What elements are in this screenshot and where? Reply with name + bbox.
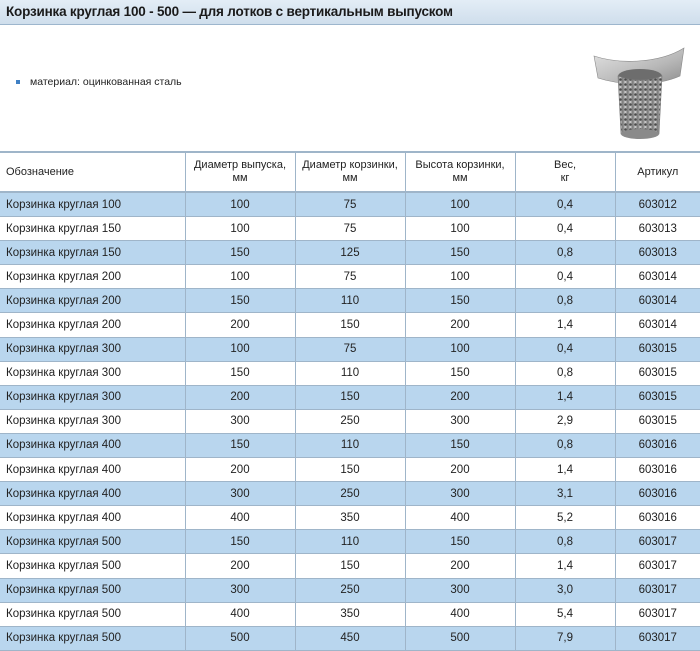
table-cell: 2,9 xyxy=(515,409,615,433)
table-cell: 350 xyxy=(295,506,405,530)
table-cell: 300 xyxy=(185,409,295,433)
table-row xyxy=(0,530,700,554)
designation-cell: Корзинка круглая 200 xyxy=(0,265,185,289)
table-cell: 1,4 xyxy=(515,554,615,578)
table-cell: 5,2 xyxy=(515,506,615,530)
designation-cell: Корзинка круглая 500 xyxy=(0,530,185,554)
table-cell: 603015 xyxy=(615,337,700,361)
table-cell: 0,4 xyxy=(515,337,615,361)
table-cell: 0,8 xyxy=(515,241,615,265)
table-cell: 603014 xyxy=(615,313,700,337)
table-row xyxy=(0,506,700,530)
table-cell: 100 xyxy=(185,192,295,217)
table-cell: 150 xyxy=(185,289,295,313)
table-cell: 400 xyxy=(405,602,515,626)
table-header-row xyxy=(0,152,700,192)
designation-cell: Корзинка круглая 200 xyxy=(0,313,185,337)
table-cell: 100 xyxy=(185,265,295,289)
table-cell: 1,4 xyxy=(515,458,615,482)
table-cell: 150 xyxy=(185,433,295,457)
table-cell: 150 xyxy=(405,241,515,265)
table-cell: 603016 xyxy=(615,506,700,530)
table-cell: 450 xyxy=(295,626,405,650)
table-row xyxy=(0,337,700,361)
table-cell: 110 xyxy=(295,530,405,554)
table-cell: 250 xyxy=(295,482,405,506)
column-header: Диаметр корзинки, мм xyxy=(295,152,405,192)
table-cell: 200 xyxy=(185,313,295,337)
table-cell: 500 xyxy=(405,626,515,650)
table-cell: 500 xyxy=(185,626,295,650)
designation-cell: Корзинка круглая 400 xyxy=(0,433,185,457)
table-row xyxy=(0,626,700,650)
table-cell: 0,8 xyxy=(515,530,615,554)
designation-cell: Корзинка круглая 100 xyxy=(0,192,185,217)
feature-text: материал: оцинкованная сталь xyxy=(30,76,182,88)
table-cell: 350 xyxy=(295,602,405,626)
bullet-icon xyxy=(16,80,20,84)
table-cell: 603016 xyxy=(615,433,700,457)
table-cell: 100 xyxy=(405,192,515,217)
table-cell: 200 xyxy=(405,313,515,337)
table-cell: 300 xyxy=(185,482,295,506)
table-cell: 0,4 xyxy=(515,217,615,241)
table-cell: 200 xyxy=(405,385,515,409)
table-row xyxy=(0,361,700,385)
table-row xyxy=(0,578,700,602)
spec-table xyxy=(0,151,700,651)
table-cell: 75 xyxy=(295,337,405,361)
table-cell: 1,4 xyxy=(515,313,615,337)
table-cell: 603014 xyxy=(615,265,700,289)
table-cell: 603015 xyxy=(615,385,700,409)
table-cell: 200 xyxy=(185,554,295,578)
designation-cell: Корзинка круглая 300 xyxy=(0,409,185,433)
designation-cell: Корзинка круглая 300 xyxy=(0,385,185,409)
table-cell: 300 xyxy=(405,482,515,506)
table-cell: 603014 xyxy=(615,289,700,313)
table-cell: 603013 xyxy=(615,217,700,241)
designation-cell: Корзинка круглая 400 xyxy=(0,482,185,506)
table-row xyxy=(0,265,700,289)
table-cell: 400 xyxy=(185,602,295,626)
table-row xyxy=(0,602,700,626)
table-cell: 200 xyxy=(405,458,515,482)
table-cell: 3,0 xyxy=(515,578,615,602)
table-cell: 100 xyxy=(405,217,515,241)
table-cell: 0,4 xyxy=(515,192,615,217)
table-cell: 110 xyxy=(295,433,405,457)
table-cell: 603015 xyxy=(615,361,700,385)
table-cell: 250 xyxy=(295,409,405,433)
designation-cell: Корзинка круглая 150 xyxy=(0,217,185,241)
designation-cell: Корзинка круглая 500 xyxy=(0,554,185,578)
column-header: Диаметр выпуска, мм xyxy=(185,152,295,192)
table-cell: 300 xyxy=(405,409,515,433)
column-header: Вес, кг xyxy=(515,152,615,192)
table-cell: 603017 xyxy=(615,554,700,578)
column-header: Обозначение xyxy=(0,152,185,192)
designation-cell: Корзинка круглая 400 xyxy=(0,458,185,482)
table-cell: 150 xyxy=(295,554,405,578)
table-cell: 150 xyxy=(405,361,515,385)
column-header: Высота корзинки, мм xyxy=(405,152,515,192)
designation-cell: Корзинка круглая 300 xyxy=(0,337,185,361)
table-cell: 150 xyxy=(405,433,515,457)
table-row xyxy=(0,554,700,578)
perforated-basket-icon xyxy=(588,42,688,142)
table-cell: 1,4 xyxy=(515,385,615,409)
feature-list xyxy=(16,76,182,88)
table-cell: 200 xyxy=(185,458,295,482)
table-cell: 75 xyxy=(295,265,405,289)
table-cell: 0,4 xyxy=(515,265,615,289)
table-body xyxy=(0,192,700,650)
table-cell: 603017 xyxy=(615,578,700,602)
feature-item xyxy=(16,76,182,88)
table-cell: 0,8 xyxy=(515,361,615,385)
table-cell: 603012 xyxy=(615,192,700,217)
table-row xyxy=(0,433,700,457)
table-row xyxy=(0,313,700,337)
table-cell: 150 xyxy=(295,313,405,337)
table-cell: 100 xyxy=(185,337,295,361)
table-cell: 7,9 xyxy=(515,626,615,650)
table-cell: 603016 xyxy=(615,482,700,506)
table-cell: 200 xyxy=(405,554,515,578)
table-row xyxy=(0,482,700,506)
table-cell: 150 xyxy=(185,530,295,554)
column-header: Артикул xyxy=(615,152,700,192)
table-cell: 3,1 xyxy=(515,482,615,506)
table-row xyxy=(0,385,700,409)
table-cell: 603017 xyxy=(615,626,700,650)
table-cell: 125 xyxy=(295,241,405,265)
table-cell: 250 xyxy=(295,578,405,602)
designation-cell: Корзинка круглая 500 xyxy=(0,626,185,650)
table-cell: 150 xyxy=(405,530,515,554)
table-cell: 0,8 xyxy=(515,433,615,457)
designation-cell: Корзинка круглая 400 xyxy=(0,506,185,530)
table-cell: 5,4 xyxy=(515,602,615,626)
table-cell: 100 xyxy=(405,265,515,289)
table-cell: 150 xyxy=(295,458,405,482)
table-row xyxy=(0,409,700,433)
page-title: Корзинка круглая 100 - 500 — для лотков с вертикальным выпуском xyxy=(6,4,453,19)
table-cell: 0,8 xyxy=(515,289,615,313)
table-cell: 150 xyxy=(185,361,295,385)
table-row xyxy=(0,217,700,241)
table-cell: 150 xyxy=(405,289,515,313)
table-cell: 603017 xyxy=(615,530,700,554)
designation-cell: Корзинка круглая 300 xyxy=(0,361,185,385)
table-cell: 400 xyxy=(405,506,515,530)
table-row xyxy=(0,192,700,217)
table-cell: 100 xyxy=(185,217,295,241)
designation-cell: Корзинка круглая 200 xyxy=(0,289,185,313)
table-cell: 400 xyxy=(185,506,295,530)
designation-cell: Корзинка круглая 150 xyxy=(0,241,185,265)
table-cell: 300 xyxy=(185,578,295,602)
table-cell: 603016 xyxy=(615,458,700,482)
table-row xyxy=(0,241,700,265)
table-row xyxy=(0,458,700,482)
designation-cell: Корзинка круглая 500 xyxy=(0,578,185,602)
title-bar xyxy=(0,0,700,25)
table-cell: 200 xyxy=(185,385,295,409)
designation-cell: Корзинка круглая 500 xyxy=(0,602,185,626)
table-cell: 300 xyxy=(405,578,515,602)
table-cell: 110 xyxy=(295,361,405,385)
table-cell: 150 xyxy=(185,241,295,265)
table-cell: 75 xyxy=(295,192,405,217)
table-row xyxy=(0,289,700,313)
table-cell: 603015 xyxy=(615,409,700,433)
table-cell: 100 xyxy=(405,337,515,361)
table-cell: 75 xyxy=(295,217,405,241)
table-cell: 110 xyxy=(295,289,405,313)
table-cell: 603017 xyxy=(615,602,700,626)
table-cell: 603013 xyxy=(615,241,700,265)
table-cell: 150 xyxy=(295,385,405,409)
